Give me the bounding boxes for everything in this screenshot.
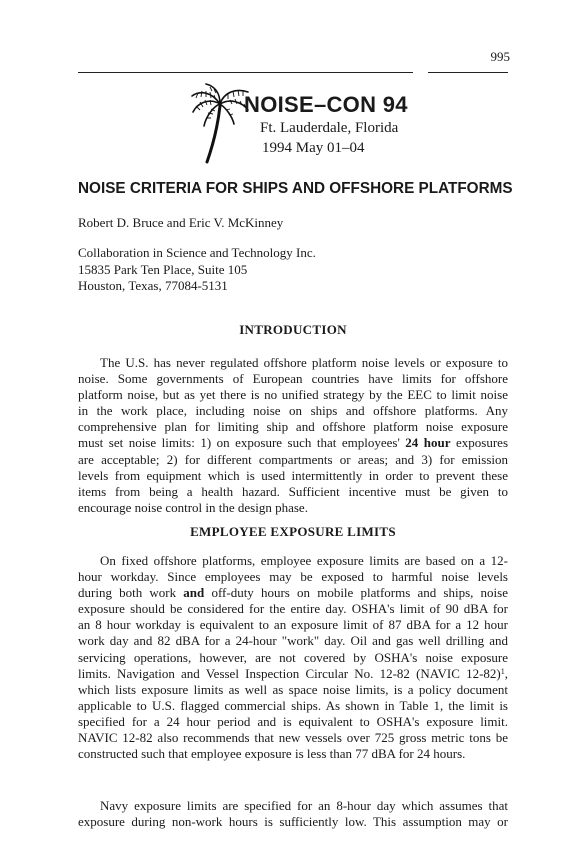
text-line — [78, 435, 508, 451]
section-heading-employee-exposure: EMPLOYEE EXPOSURE LIMITS — [190, 524, 396, 539]
text-line: specified for a 24 hour period and is equivalent to OSHA's exposure limit. — [78, 713, 508, 729]
page-number: 995 — [490, 49, 510, 64]
conference-name: NOISE–CON 94 — [244, 92, 408, 117]
affiliation-block — [78, 245, 316, 295]
text-line: constructed such that employee exposure is less than 77 dBA for 24 hours. — [78, 746, 466, 762]
text-segment: limits. Navigation and Vessel Inspection Circular No. 12-82 (NAVIC 12-82) — [78, 665, 501, 681]
text-line: exposure should be considered for the entire day. OSHA's limit of 90 dBA for — [78, 601, 508, 617]
text-line: On fixed offshore platforms, employee exposure limits are based on a 12- — [100, 553, 508, 568]
text-segment: must set noise limits: 1) on exposure such that employees' — [78, 435, 400, 451]
paper-title: NOISE CRITERIA FOR SHIPS AND OFFSHORE PLATFORMS — [78, 180, 513, 197]
text-line: The U.S. has never regulated offshore platform noise levels or exposure to — [100, 355, 508, 370]
text-line: comprehensive plan for limiting ship and offshore platform noise exposure — [78, 419, 508, 435]
text-line: an 8 hour workday is equivalent to an exposure limit of 87 dBA for a 12 hour — [78, 617, 508, 633]
bold-word: and — [183, 585, 205, 601]
bold-phrase: 24 hour — [405, 435, 451, 451]
palm-tree-icon — [190, 82, 252, 164]
text-segment: during both work — [78, 585, 177, 601]
text-line — [78, 666, 508, 682]
affiliation-line: Collaboration in Science and Technology Inc. — [78, 245, 316, 260]
text-line: exposure during non-work hours is sufficiently low. This assumption may or — [78, 814, 508, 830]
header-rule-right — [428, 72, 508, 73]
text-line: NAVIC 12-82 also recommends that new vessels over 725 gross metric tons be — [78, 730, 508, 746]
employee-exposure-paragraph — [78, 553, 508, 762]
text-segment: exposures — [456, 435, 509, 451]
navy-paragraph — [78, 798, 508, 830]
affiliation-line: Houston, Texas, 77084-5131 — [78, 278, 228, 293]
text-line: encourage noise control in the design phase. — [78, 499, 308, 515]
header-rule — [78, 72, 413, 73]
text-line: items from being a health hazard. Sufficient incentive must be given to — [78, 483, 508, 499]
text-line: are acceptable; 2) for different compartments or areas; and 3) for emission — [78, 451, 508, 467]
introduction-paragraph — [78, 355, 508, 516]
text-line: noise. Some governments of European countries have limits for offshore — [78, 371, 508, 387]
text-line: which lists exposure limits as well as space noise limits, is a policy document — [78, 681, 508, 697]
footnote-marker: 1 — [500, 666, 505, 676]
text-line: platform noise, but as yet there is no unified strategy by the EEC to limit noise — [78, 387, 508, 403]
text-segment: off-duty hours on mobile platforms and ships, noise — [211, 585, 509, 601]
text-line: Navy exposure limits are specified for an 8-hour day which assumes that — [100, 798, 508, 813]
text-line: applicable to U.S. flagged commercial ships. As shown in Table 1, the limit is — [78, 697, 508, 713]
section-heading-introduction: INTRODUCTION — [239, 322, 347, 337]
text-line: work day and 82 dBA for a 24-hour "work" day. Oil and gas well drilling and — [78, 633, 508, 649]
text-line: in the work place, including noise on ships and offshore platforms. Any — [78, 403, 508, 419]
text-line: hour workday. Since employees may be exposed to harmful noise levels — [78, 569, 508, 585]
text-line: servicing operations, however, are not covered by OSHA's noise exposure — [78, 649, 508, 665]
conference-date: 1994 May 01–04 — [262, 140, 365, 156]
text-line: levels from equipment which is used intermittently in order to prevent these — [78, 467, 508, 483]
text-line — [78, 585, 508, 601]
paper-authors: Robert D. Bruce and Eric V. McKinney — [78, 215, 284, 230]
affiliation-line: 15835 Park Ten Place, Suite 105 — [78, 261, 248, 277]
text-segment: , — [504, 665, 508, 681]
conference-place: Ft. Lauderdale, Florida — [260, 120, 399, 136]
